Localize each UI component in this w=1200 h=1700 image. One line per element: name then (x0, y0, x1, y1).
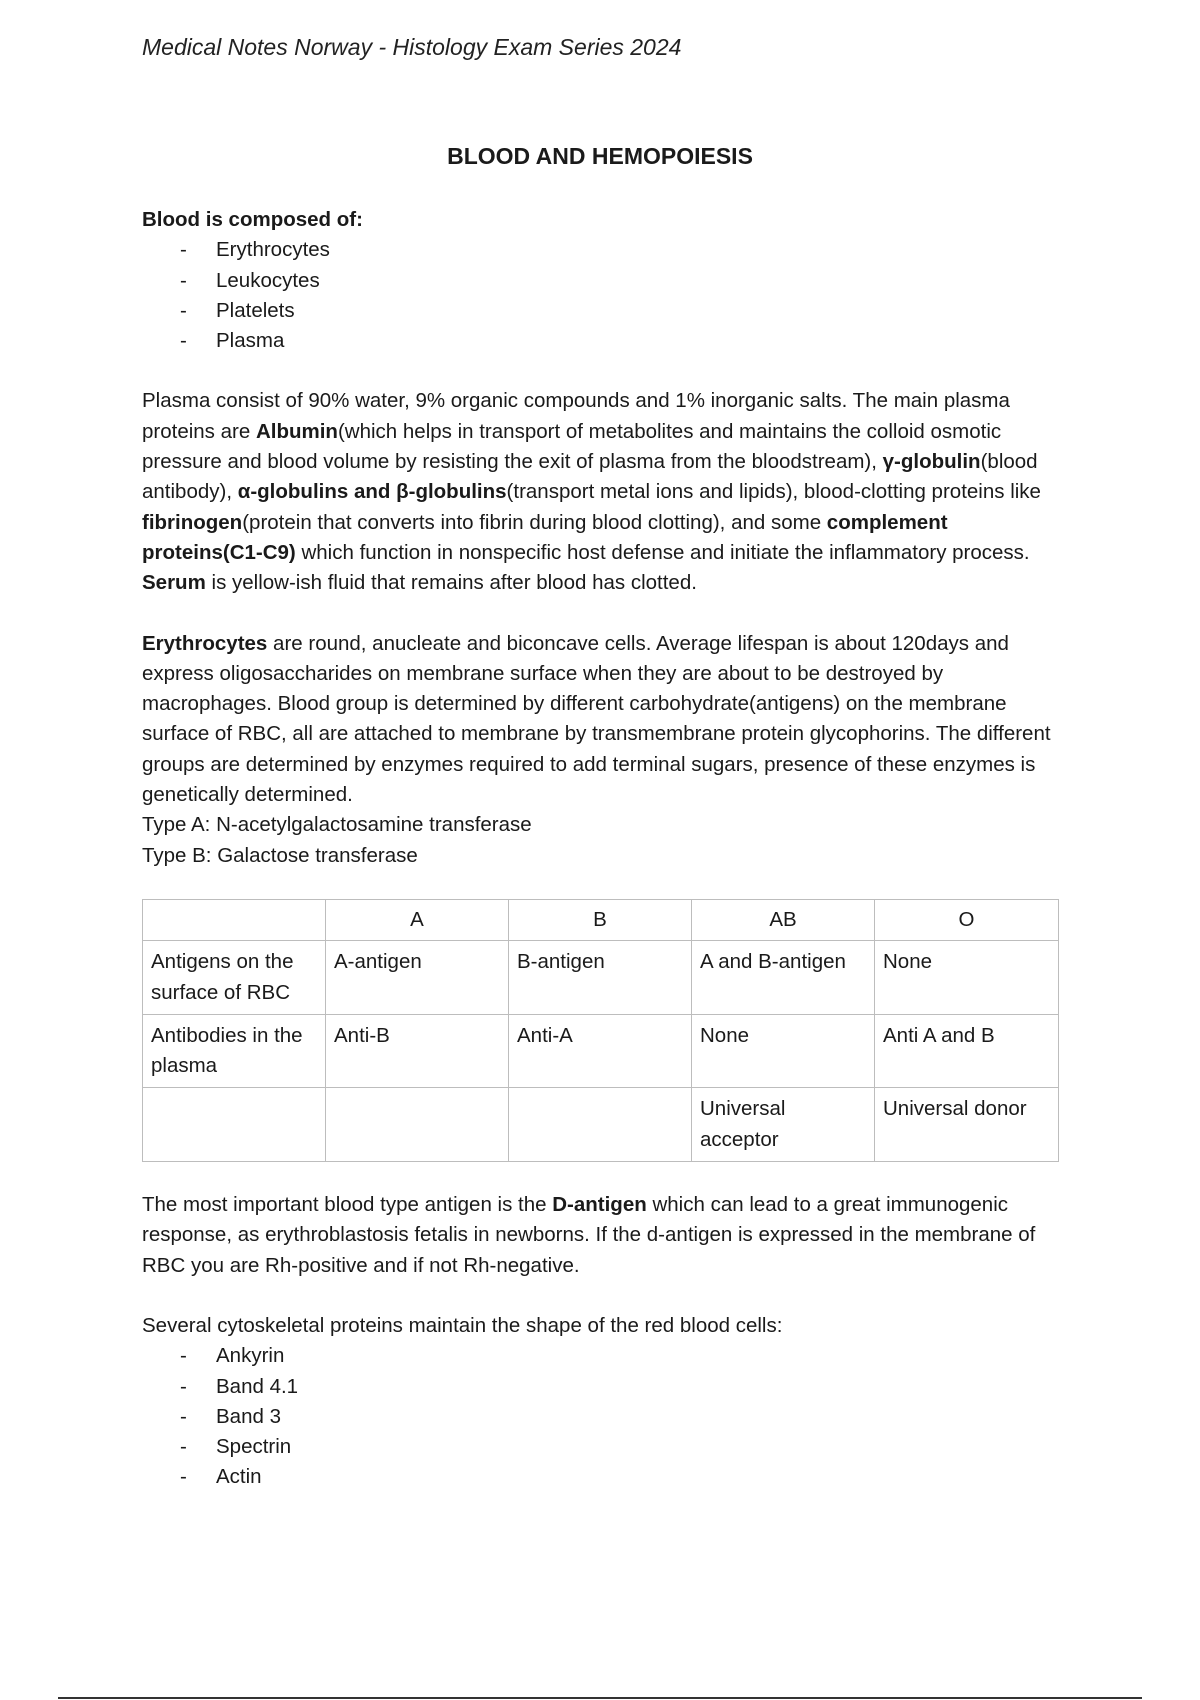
table-cell: Anti-B (326, 1014, 509, 1088)
list-item: - Platelets (142, 296, 1062, 326)
plasma-paragraph: Plasma consist of 90% water, 9% organic compounds and 1% inorganic salts. The main plasma proteins are Albumin(which helps in transport of metabolites and maintains the colloid osmotic pressure and blood volume by resisting the exit of plasma from the bloodstream), γ-globulin(blood antibody), α-globulins and β-globulins(transport metal ions and lipids), blood-clotting proteins like fibrinogen(protein that converts into fibrin during blood clotting), and some complement proteins(C1-C9) which function in nonspecific host defense and initiate the inflammatory process. Serum is yellow-ish fluid that remains after blood has clotted. (142, 389, 1041, 595)
table-header-row (143, 899, 1059, 940)
table-header-cell: A (326, 899, 509, 940)
blood-group-table (142, 899, 1059, 1162)
list-item: - Actin (142, 1462, 1062, 1492)
table-cell (143, 1088, 326, 1162)
cytoskeletal-intro: Several cytoskeletal proteins maintain the shape of the red blood cells: (142, 1313, 783, 1337)
composition-heading: Blood is composed of: (142, 208, 363, 231)
list-item: - Erythrocytes (142, 235, 1062, 265)
list-item: - Ankyrin (142, 1341, 1062, 1371)
table-cell: Antibodies in the plasma (143, 1014, 326, 1088)
table-header-cell: AB (692, 899, 875, 940)
table-header-cell: B (509, 899, 692, 940)
table-cell: B-antigen (509, 941, 692, 1015)
table-cell: None (875, 941, 1059, 1015)
erythrocytes-paragraph: Erythrocytes are round, anucleate and biconcave cells. Average lifespan is about 120days and express oligosaccharides on membrane surface when they are about to be destroyed by macrophages. Blood group is determined by different carbohydrate(antigens) on the membrane surface of RBC, all are attached to membrane by transmembrane protein glycophorins. The different groups are determined by enzymes required to add terminal sugars, presence of these enzymes is genetically determined. (142, 631, 1051, 807)
table-cell: None (692, 1014, 875, 1088)
table-cell: Antigens on the surface of RBC (143, 941, 326, 1015)
table-cell: A-antigen (326, 941, 509, 1015)
footer-divider (58, 1697, 1142, 1699)
document-body (142, 205, 1062, 1493)
table-cell: Anti A and B (875, 1014, 1059, 1088)
table-cell (509, 1088, 692, 1162)
list-item: - Band 3 (142, 1402, 1062, 1432)
table-header-cell (143, 899, 326, 940)
type-a-line: Type A: N-acetylgalactosamine transferase (142, 813, 532, 837)
type-b-line: Type B: Galactose transferase (142, 843, 418, 867)
list-item: - Band 4.1 (142, 1372, 1062, 1402)
table-cell: Anti-A (509, 1014, 692, 1088)
table-row (143, 1088, 1059, 1162)
list-item: - Leukocytes (142, 266, 1062, 296)
table-cell (326, 1088, 509, 1162)
table-cell: A and B-antigen (692, 941, 875, 1015)
table-header-cell: O (875, 899, 1059, 940)
composition-list (142, 235, 1062, 356)
list-item: - Plasma (142, 326, 1062, 356)
table-cell: Universal donor (875, 1088, 1059, 1162)
cytoskeletal-list (142, 1341, 1062, 1492)
page-title: BLOOD AND HEMOPOIESIS (447, 143, 753, 169)
d-antigen-paragraph: The most important blood type antigen is the D-antigen which can lead to a great immunogenic response, as erythroblastosis fetalis in newborns. If the d-antigen is expressed in the membrane of RBC you are Rh-positive and if not Rh-negative. (142, 1193, 1036, 1277)
list-item: - Spectrin (142, 1432, 1062, 1462)
table-cell: Universal acceptor (692, 1088, 875, 1162)
table-row (143, 1014, 1059, 1088)
document-header: Medical Notes Norway - Histology Exam Series 2024 (142, 34, 682, 60)
table-row (143, 941, 1059, 1015)
